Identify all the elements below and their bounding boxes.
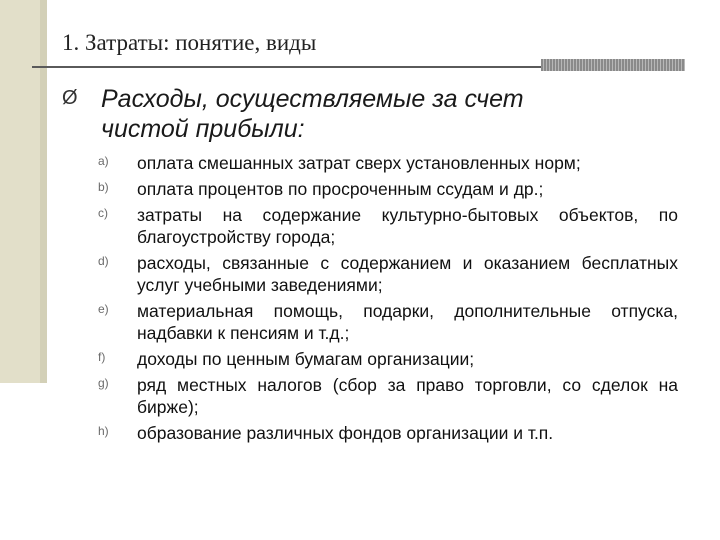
list-marker: e)	[98, 302, 109, 316]
list-item	[98, 348, 678, 370]
list-item-text: материальная помощь, подарки, дополнительные отпуска, надбавки к пенсиям и т.д.;	[137, 301, 678, 343]
list-item-text: образование различных фондов организации и т.п.	[137, 423, 554, 443]
section-heading: Расходы, осуществляемые за счет чистой прибыли:	[101, 85, 524, 143]
list-item	[98, 178, 678, 200]
list-marker: b)	[98, 180, 109, 194]
list-marker: h)	[98, 424, 109, 438]
list-item-text: оплата процентов по просроченным ссудам и др.;	[137, 179, 544, 199]
list-item-text: доходы по ценным бумагам организации;	[137, 349, 475, 369]
side-panel-edge	[40, 0, 47, 383]
list-item	[98, 422, 678, 444]
title-accent-bar	[541, 59, 685, 71]
list-item-text: оплата смешанных затрат сверх установленных норм;	[137, 153, 581, 173]
list-item	[98, 300, 678, 344]
slide-title: 1. Затраты: понятие, виды	[62, 30, 317, 55]
list-item	[98, 204, 678, 248]
list-marker: d)	[98, 254, 109, 268]
list-marker: c)	[98, 206, 108, 220]
list-item-text: ряд местных налогов (сбор за право торговли, со сделок на бирже);	[137, 375, 678, 417]
list-item-text: затраты на содержание культурно-бытовых объектов, по благоустройству города;	[137, 205, 678, 247]
list-marker: a)	[98, 154, 109, 168]
arrow-bullet-icon: Ø	[62, 87, 78, 109]
list-item	[98, 252, 678, 296]
list-item-text: расходы, связанные с содержанием и оказанием бесплатных услуг учебными заведениями;	[137, 253, 678, 295]
list-marker: g)	[98, 376, 109, 390]
list-marker: f)	[98, 350, 106, 364]
list-item	[98, 374, 678, 418]
expense-list	[98, 152, 678, 448]
list-item	[98, 152, 678, 174]
